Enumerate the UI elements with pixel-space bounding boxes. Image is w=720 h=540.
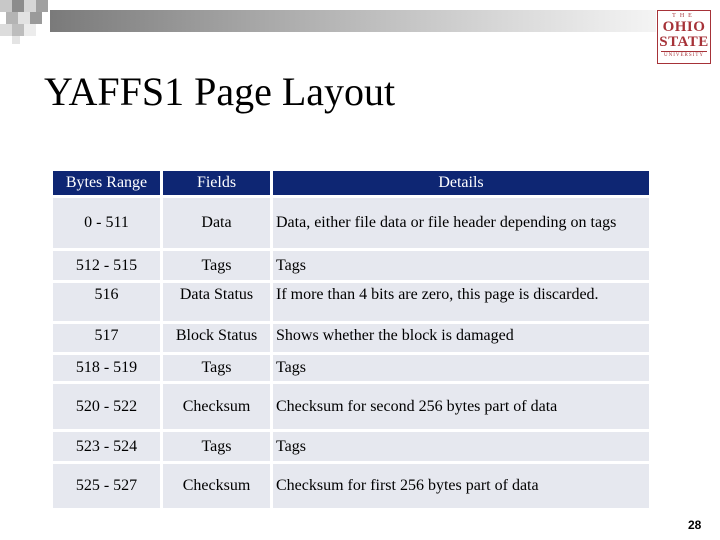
table-row — [53, 198, 649, 248]
cell-range: 516 — [53, 283, 160, 321]
table-row — [53, 251, 649, 280]
page-number: 28 — [688, 518, 702, 532]
header-details: Details — [273, 171, 649, 195]
table-header-row — [53, 171, 649, 195]
cell-field: Block Status — [163, 324, 270, 352]
cell-range: 525 - 527 — [53, 464, 160, 508]
decorative-checker-pattern — [0, 0, 56, 44]
page-layout-table — [50, 168, 652, 511]
logo-line-ohio: OHIO — [662, 19, 706, 35]
table-row — [53, 384, 649, 429]
logo-line-state: STATE — [659, 34, 709, 50]
cell-range: 520 - 522 — [53, 384, 160, 429]
cell-details: Tags — [273, 251, 649, 280]
table-row — [53, 355, 649, 381]
cell-range: 512 - 515 — [53, 251, 160, 280]
cell-range: 518 - 519 — [53, 355, 160, 381]
logo-line-the: THE — [672, 13, 696, 19]
cell-details: Tags — [273, 432, 649, 461]
cell-range: 0 - 511 — [53, 198, 160, 248]
cell-range: 523 - 524 — [53, 432, 160, 461]
ohio-state-logo — [657, 10, 711, 64]
table-row — [53, 283, 649, 321]
cell-field: Tags — [163, 355, 270, 381]
cell-details: If more than 4 bits are zero, this page is discarded. — [273, 283, 649, 321]
cell-field: Tags — [163, 432, 270, 461]
cell-field: Tags — [163, 251, 270, 280]
table-row — [53, 432, 649, 461]
cell-range: 517 — [53, 324, 160, 352]
cell-field: Data Status — [163, 283, 270, 321]
logo-line-university: UNIVERSITY — [661, 51, 707, 59]
header-bytes-range: Bytes Range — [53, 171, 160, 195]
table-row — [53, 464, 649, 508]
cell-details: Checksum for second 256 bytes part of data — [273, 384, 649, 429]
cell-details: Shows whether the block is damaged — [273, 324, 649, 352]
cell-field: Checksum — [163, 384, 270, 429]
cell-field: Checksum — [163, 464, 270, 508]
decorative-header-band — [50, 10, 656, 32]
cell-details: Checksum for first 256 bytes part of data — [273, 464, 649, 508]
table-row — [53, 324, 649, 352]
cell-details: Tags — [273, 355, 649, 381]
cell-field: Data — [163, 198, 270, 248]
slide-title: YAFFS1 Page Layout — [44, 69, 396, 114]
header-fields: Fields — [163, 171, 270, 195]
cell-details: Data, either file data or file header depending on tags — [276, 214, 617, 231]
